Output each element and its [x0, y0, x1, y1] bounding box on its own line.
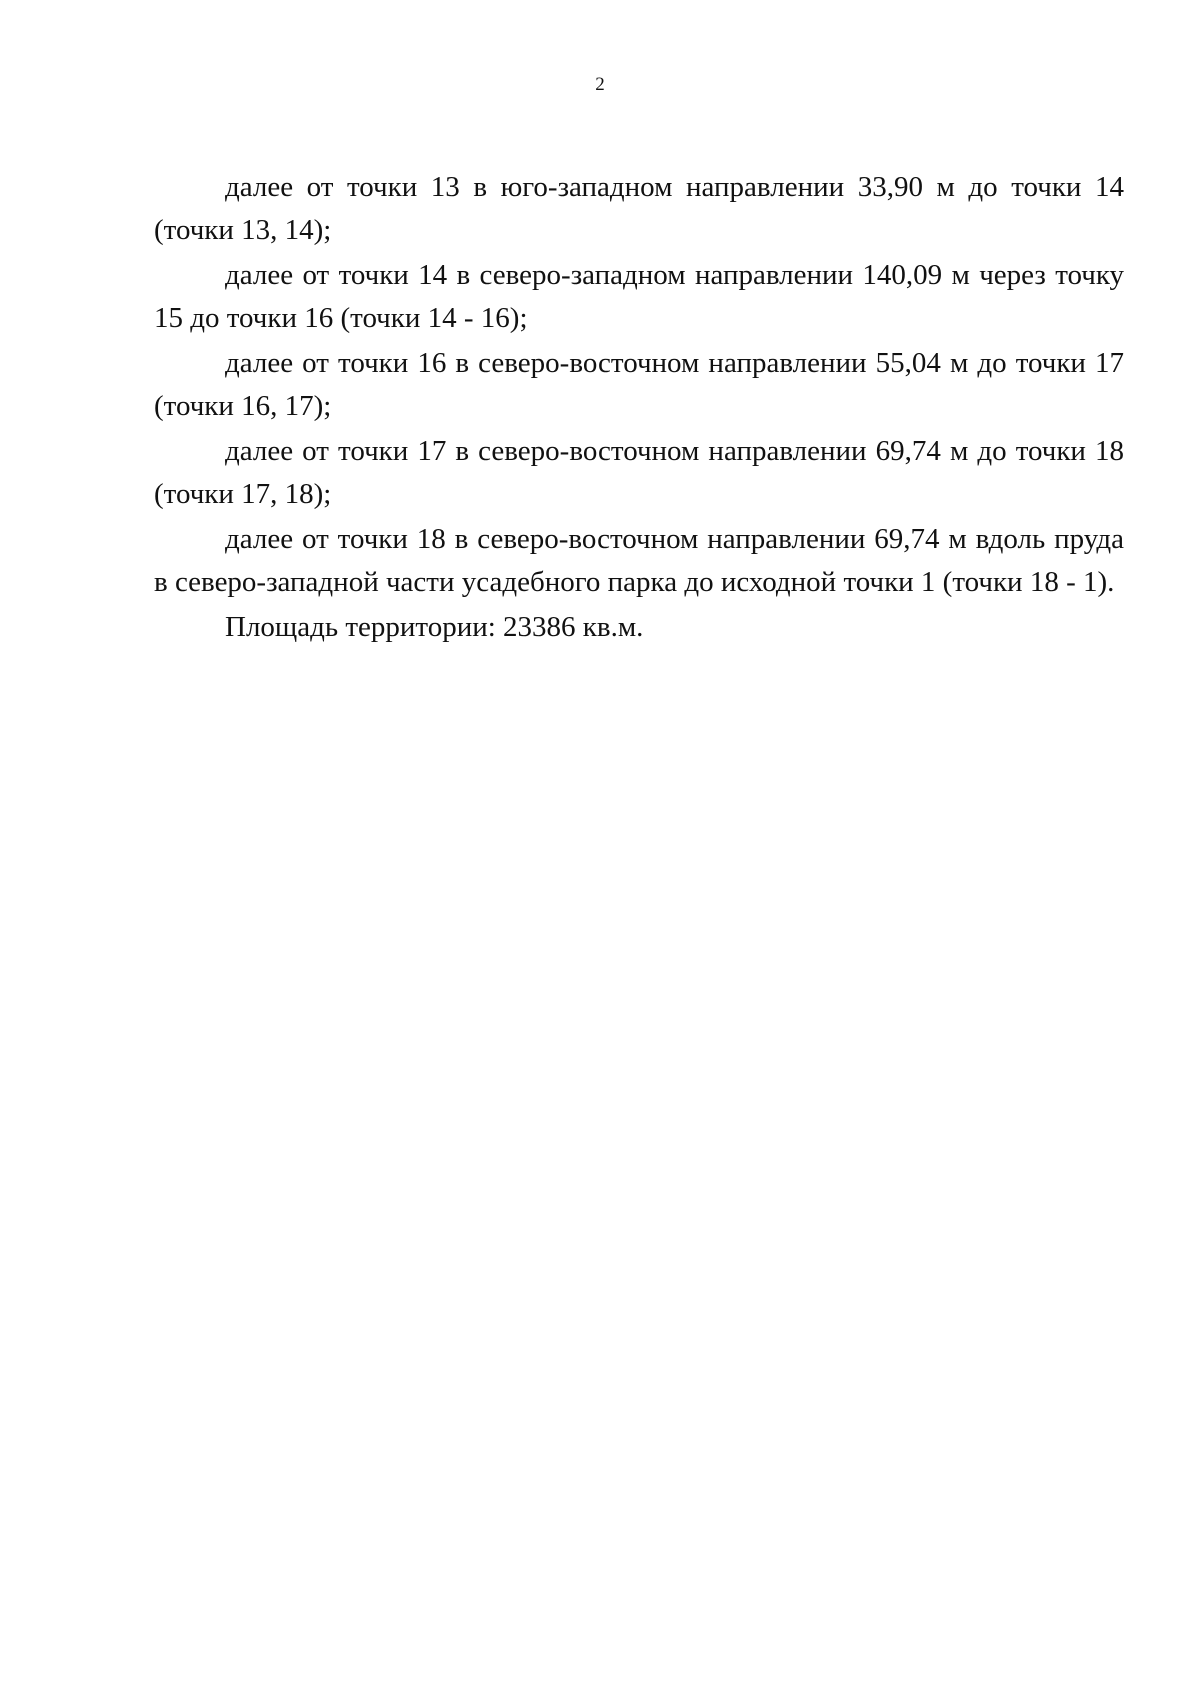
boundary-paragraph-2: далее от точки 14 в северо-западном направлении 140,09 м через точку 15 до точки 16 (точки 14 - 16);: [154, 259, 1124, 334]
territory-area: Площадь территории: 23386 кв.м.: [225, 611, 644, 643]
boundary-paragraph-3: далее от точки 16 в северо-восточном направлении 55,04 м до точки 17 (точки 16, 17);: [154, 347, 1124, 422]
boundary-paragraph-5: далее от точки 18 в северо-восточном направлении 69,74 м вдоль пруда в северо-западной части усадебного парка до исходной точки 1 (точки 18 - 1).: [154, 523, 1124, 598]
page-number: 2: [595, 74, 605, 95]
document-body: [154, 166, 1124, 649]
boundary-paragraph-4: далее от точки 17 в северо-восточном направлении 69,74 м до точки 18 (точки 17, 18);: [154, 435, 1124, 510]
boundary-paragraph-1: далее от точки 13 в юго-западном направлении 33,90 м до точки 14 (точки 13, 14);: [154, 171, 1124, 246]
